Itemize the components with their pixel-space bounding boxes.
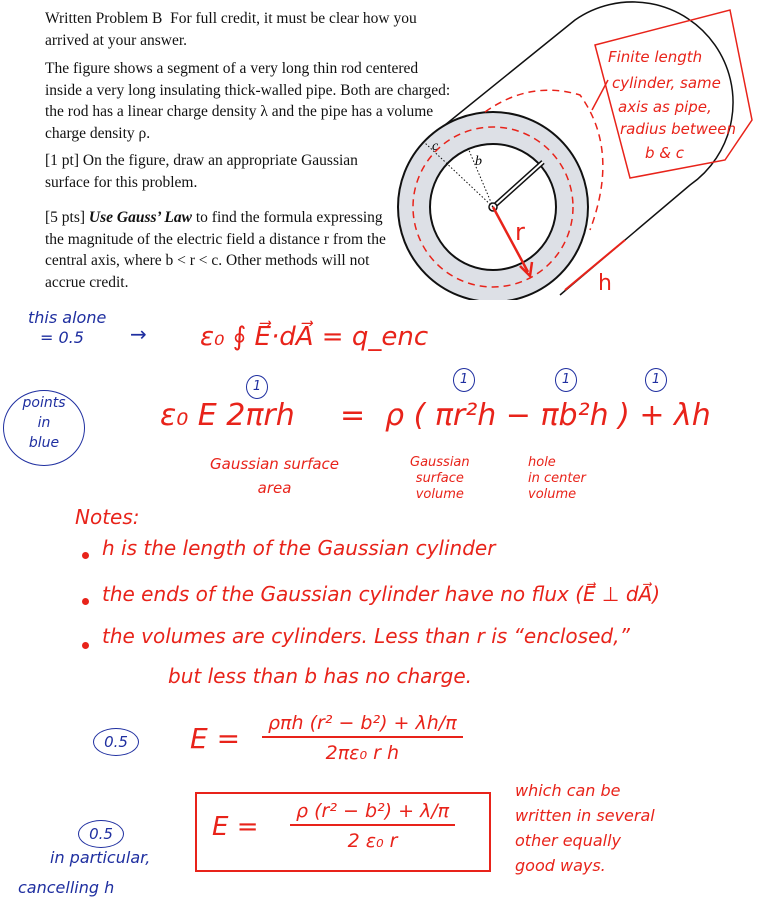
bullet: [82, 642, 89, 649]
bullet: [82, 598, 89, 605]
problem-part1: [1 pt] On the figure, draw an appropriate Gaussian surface for this problem.: [45, 152, 358, 191]
e-field-fraction: [262, 712, 463, 764]
note-item: the volumes are cylinders. Less than r is “enclosed,”: [102, 624, 630, 648]
note-line: cylinder, same: [612, 74, 721, 92]
gauss-law-emphasis: Use Gauss’ Law: [88, 209, 192, 226]
final-e-fraction: [290, 800, 455, 852]
point-mark: 1: [645, 368, 667, 392]
note-line: written in several: [515, 806, 655, 825]
note-line: points: [22, 395, 66, 411]
note-line: blue: [28, 435, 60, 451]
problem-intro-text: For full credit, it must be clear how you arrived at your answer.: [45, 10, 417, 49]
label-line: Gaussian: [410, 455, 470, 470]
numerator: ρπh (r² − b²) + λh/π: [262, 712, 463, 738]
point-mark: 1: [246, 375, 268, 399]
label-b: b: [475, 154, 482, 169]
this-alone-score: = 0.5: [40, 328, 84, 347]
problem-description: The figure shows a segment of a very long thin rod centered inside a very long insulating thick-walled pipe. Both are charged: the rod has a linear charge density λ and the pipe has a volume charge density ρ.: [45, 60, 451, 142]
gauss-law-equation: ε₀ ∮ E⃗·dA⃗ = q_enc: [200, 322, 429, 352]
label-line: volume: [415, 487, 464, 502]
label-line: volume: [528, 487, 577, 502]
alternative-forms-note: [515, 778, 655, 878]
label-line: surface: [415, 471, 464, 486]
pipe-figure: [380, 0, 761, 300]
label-line: area: [257, 479, 292, 497]
numerator: ρ (r² − b²) + λ/π: [290, 800, 455, 826]
label-line: Gaussian surface: [210, 455, 340, 473]
label-c: c: [432, 139, 439, 154]
note-line: other equally: [515, 831, 622, 850]
denominator: 2 ε₀ r: [347, 830, 398, 852]
point-mark: 1: [555, 368, 577, 392]
cancel-note: cancelling h: [18, 878, 115, 897]
label-gaussian-volume: [410, 455, 470, 503]
equation-left: ε₀ E 2πrh: [160, 398, 295, 433]
arrow-icon: →: [130, 322, 147, 346]
note-item-continued: but less than b has no charge.: [168, 664, 472, 688]
label-line: in center: [528, 471, 586, 486]
label-gaussian-area: [210, 452, 339, 500]
note-line: b & c: [645, 144, 685, 162]
notes-title: Notes:: [75, 505, 140, 529]
equation-right: ρ ( πr²h − πb²h ) + λh: [385, 398, 711, 433]
point-mark: 1: [453, 368, 475, 392]
note-line: axis as pipe,: [618, 98, 712, 116]
note-line: good ways.: [515, 856, 606, 875]
denominator: 2πε₀ r h: [325, 742, 399, 764]
part2-text: to find the formula expressing the magnitude of the electric field a distance r from the central axis, where b < r < c. Other methods will not accrue credit.: [45, 209, 386, 291]
this-alone-note: this alone: [28, 308, 107, 327]
note-line: which can be: [515, 781, 621, 800]
label-r: r: [515, 218, 525, 246]
note-line: Finite length: [608, 48, 703, 66]
problem-part2: [45, 207, 390, 293]
note-line: radius between: [620, 120, 737, 138]
score-badge: 0.5: [93, 728, 139, 756]
note-line: in: [37, 415, 51, 431]
points-label: [5 pts]: [45, 209, 86, 226]
label-hole-volume: [528, 455, 586, 503]
points-in-blue-note: [3, 390, 85, 466]
label-line: hole: [528, 455, 556, 470]
cancel-note: in particular,: [50, 848, 151, 867]
problem-heading: Written Problem B: [45, 10, 163, 27]
bullet: [82, 552, 89, 559]
final-e-lhs: E =: [212, 812, 259, 842]
note-item: the ends of the Gaussian cylinder have no flux (E⃗ ⊥ dA⃗): [102, 582, 661, 606]
score-badge: 0.5: [78, 820, 124, 848]
note-item: h is the length of the Gaussian cylinder: [102, 536, 496, 560]
label-h: h: [598, 271, 612, 296]
e-field-lhs: E =: [190, 722, 241, 755]
equation-equals: =: [340, 398, 366, 433]
